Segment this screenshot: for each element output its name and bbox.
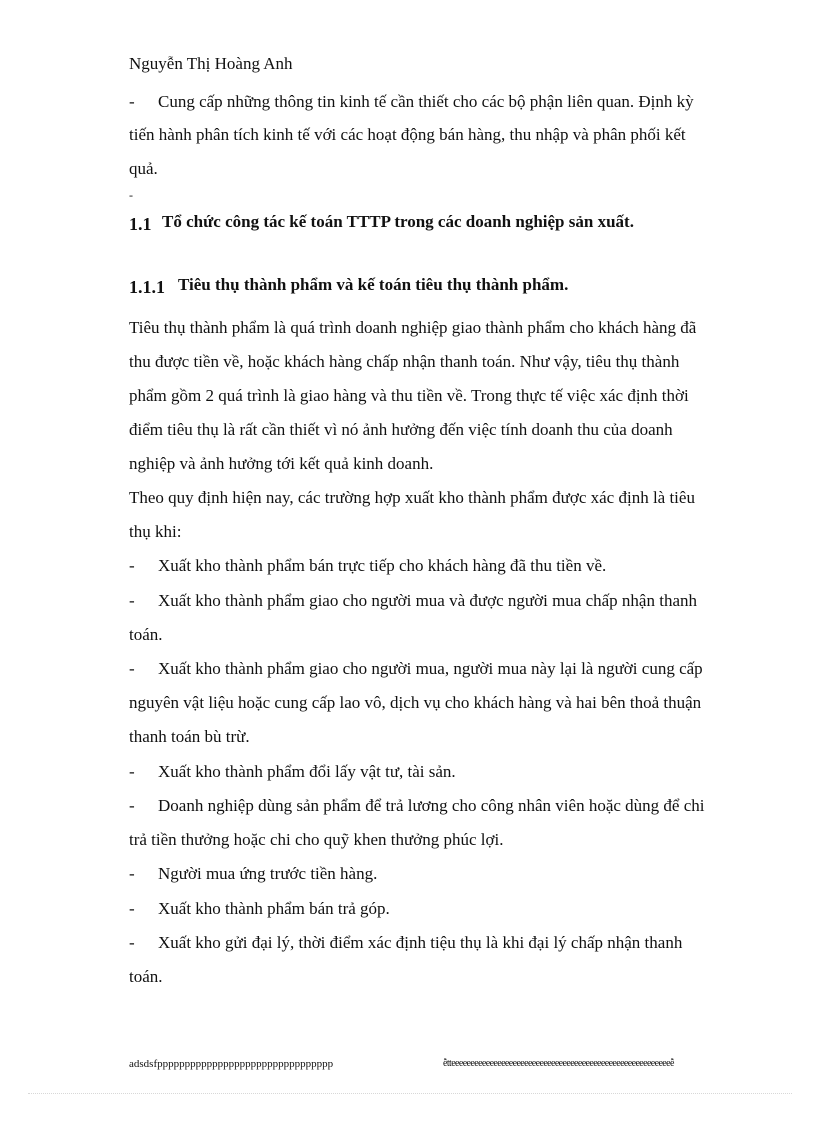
bullet-item-8: Xuất kho gửi đại lý, thời điểm xác định tiệu thụ là khi đại lý chấp nhận thanh (158, 933, 683, 952)
bullet-item-1: Xuất kho thành phẩm bán trực tiếp cho khách hàng đã thu tiền về. (158, 556, 607, 575)
bullet-mark: - (129, 864, 135, 883)
bullet-item-5: Doanh nghiệp dùng sản phẩm để trả lương cho công nhân viên hoặc dùng để chi (158, 796, 705, 815)
bullet-item-7: Xuất kho thành phẩm bán trả góp. (158, 899, 390, 918)
bullet-item-2-cont: toán. (129, 625, 163, 644)
subsection-number: 1.1.1 (129, 277, 165, 297)
bullet-item-3-cont: thanh toán bù trừ. (129, 727, 250, 746)
para1-line: Tiêu thụ thành phẩm là quá trình doanh nghiệp giao thành phẩm cho khách hàng đã (129, 318, 697, 337)
para1-line: điểm tiêu thụ là rất cần thiết vì nó ảnh hưởng đến việc tính doanh thu của doanh (129, 420, 673, 439)
bullet-mark: - (129, 591, 135, 610)
para2-line: Theo quy định hiện nay, các trường hợp xuất kho thành phẩm được xác định là tiêu (129, 488, 695, 507)
author-name: Nguyễn Thị Hoàng Anh (129, 54, 293, 73)
section-title: Tổ chức công tác kế toán TTTP trong các doanh nghiệp sản xuất. (162, 212, 634, 231)
intro-bullet-mark: - (129, 92, 135, 111)
para1-line: phẩm gồm 2 quá trình là giao hàng và thu tiền về. Trong thực tế việc xác định thời (129, 386, 689, 405)
bullet-mark: - (129, 933, 135, 952)
subsection-title: Tiêu thụ thành phẩm và kế toán tiêu thụ thành phẩm. (178, 275, 569, 294)
section-number: 1.1 (129, 214, 152, 234)
bullet-item-5-cont: trả tiền thưởng hoặc chi cho quỹ khen thưởng phúc lợi. (129, 830, 504, 849)
bullet-item-3: Xuất kho thành phẩm giao cho người mua, người mua này lại là người cung cấp (158, 659, 703, 678)
bullet-item-6: Người mua ứng trước tiền hàng. (158, 864, 378, 883)
bullet-item-3-cont: nguyên vật liệu hoặc cung cấp lao vô, dịch vụ cho khách hàng và hai bên thoả thuận (129, 693, 702, 712)
footer-right-text: ễtteeeeeeeeeeeeeeeeeeeeeeeeeeeeeeeeeeeeeeeeeeeeeeeeeeeeeeeeeễ (443, 1058, 674, 1069)
bullet-mark: - (129, 556, 135, 575)
bullet-mark: - (129, 762, 135, 781)
bullet-mark: - (129, 659, 135, 678)
intro-line-1: Cung cấp những thông tin kinh tế cần thiết cho các bộ phận liên quan. Định kỳ (158, 92, 694, 111)
bullet-item-2: Xuất kho thành phẩm giao cho người mua và được người mua chấp nhận thanh (158, 591, 697, 610)
bullet-item-4: Xuất kho thành phẩm đổi lấy vật tư, tài sản. (158, 762, 456, 781)
para1-line: thu được tiền về, hoặc khách hàng chấp nhận thanh toán. Như vậy, tiêu thụ thành (129, 352, 680, 371)
intro-line-3: quả. (129, 159, 158, 178)
intro-line-2: tiến hành phân tích kinh tế với các hoạt động bán hàng, thu nhập và phân phối kết (129, 125, 686, 144)
bullet-mark: - (129, 899, 135, 918)
stray-dash: - (129, 188, 133, 202)
page-bottom-rule (28, 1093, 792, 1094)
footer-left-text: adsdsfpppppppppppppppppppppppppppppppp (129, 1058, 334, 1070)
para2-line: thụ khi: (129, 522, 182, 541)
para1-line: nghiệp và ảnh hưởng tới kết quả kinh doanh. (129, 454, 434, 473)
bullet-mark: - (129, 796, 135, 815)
bullet-item-8-cont: toán. (129, 967, 163, 986)
